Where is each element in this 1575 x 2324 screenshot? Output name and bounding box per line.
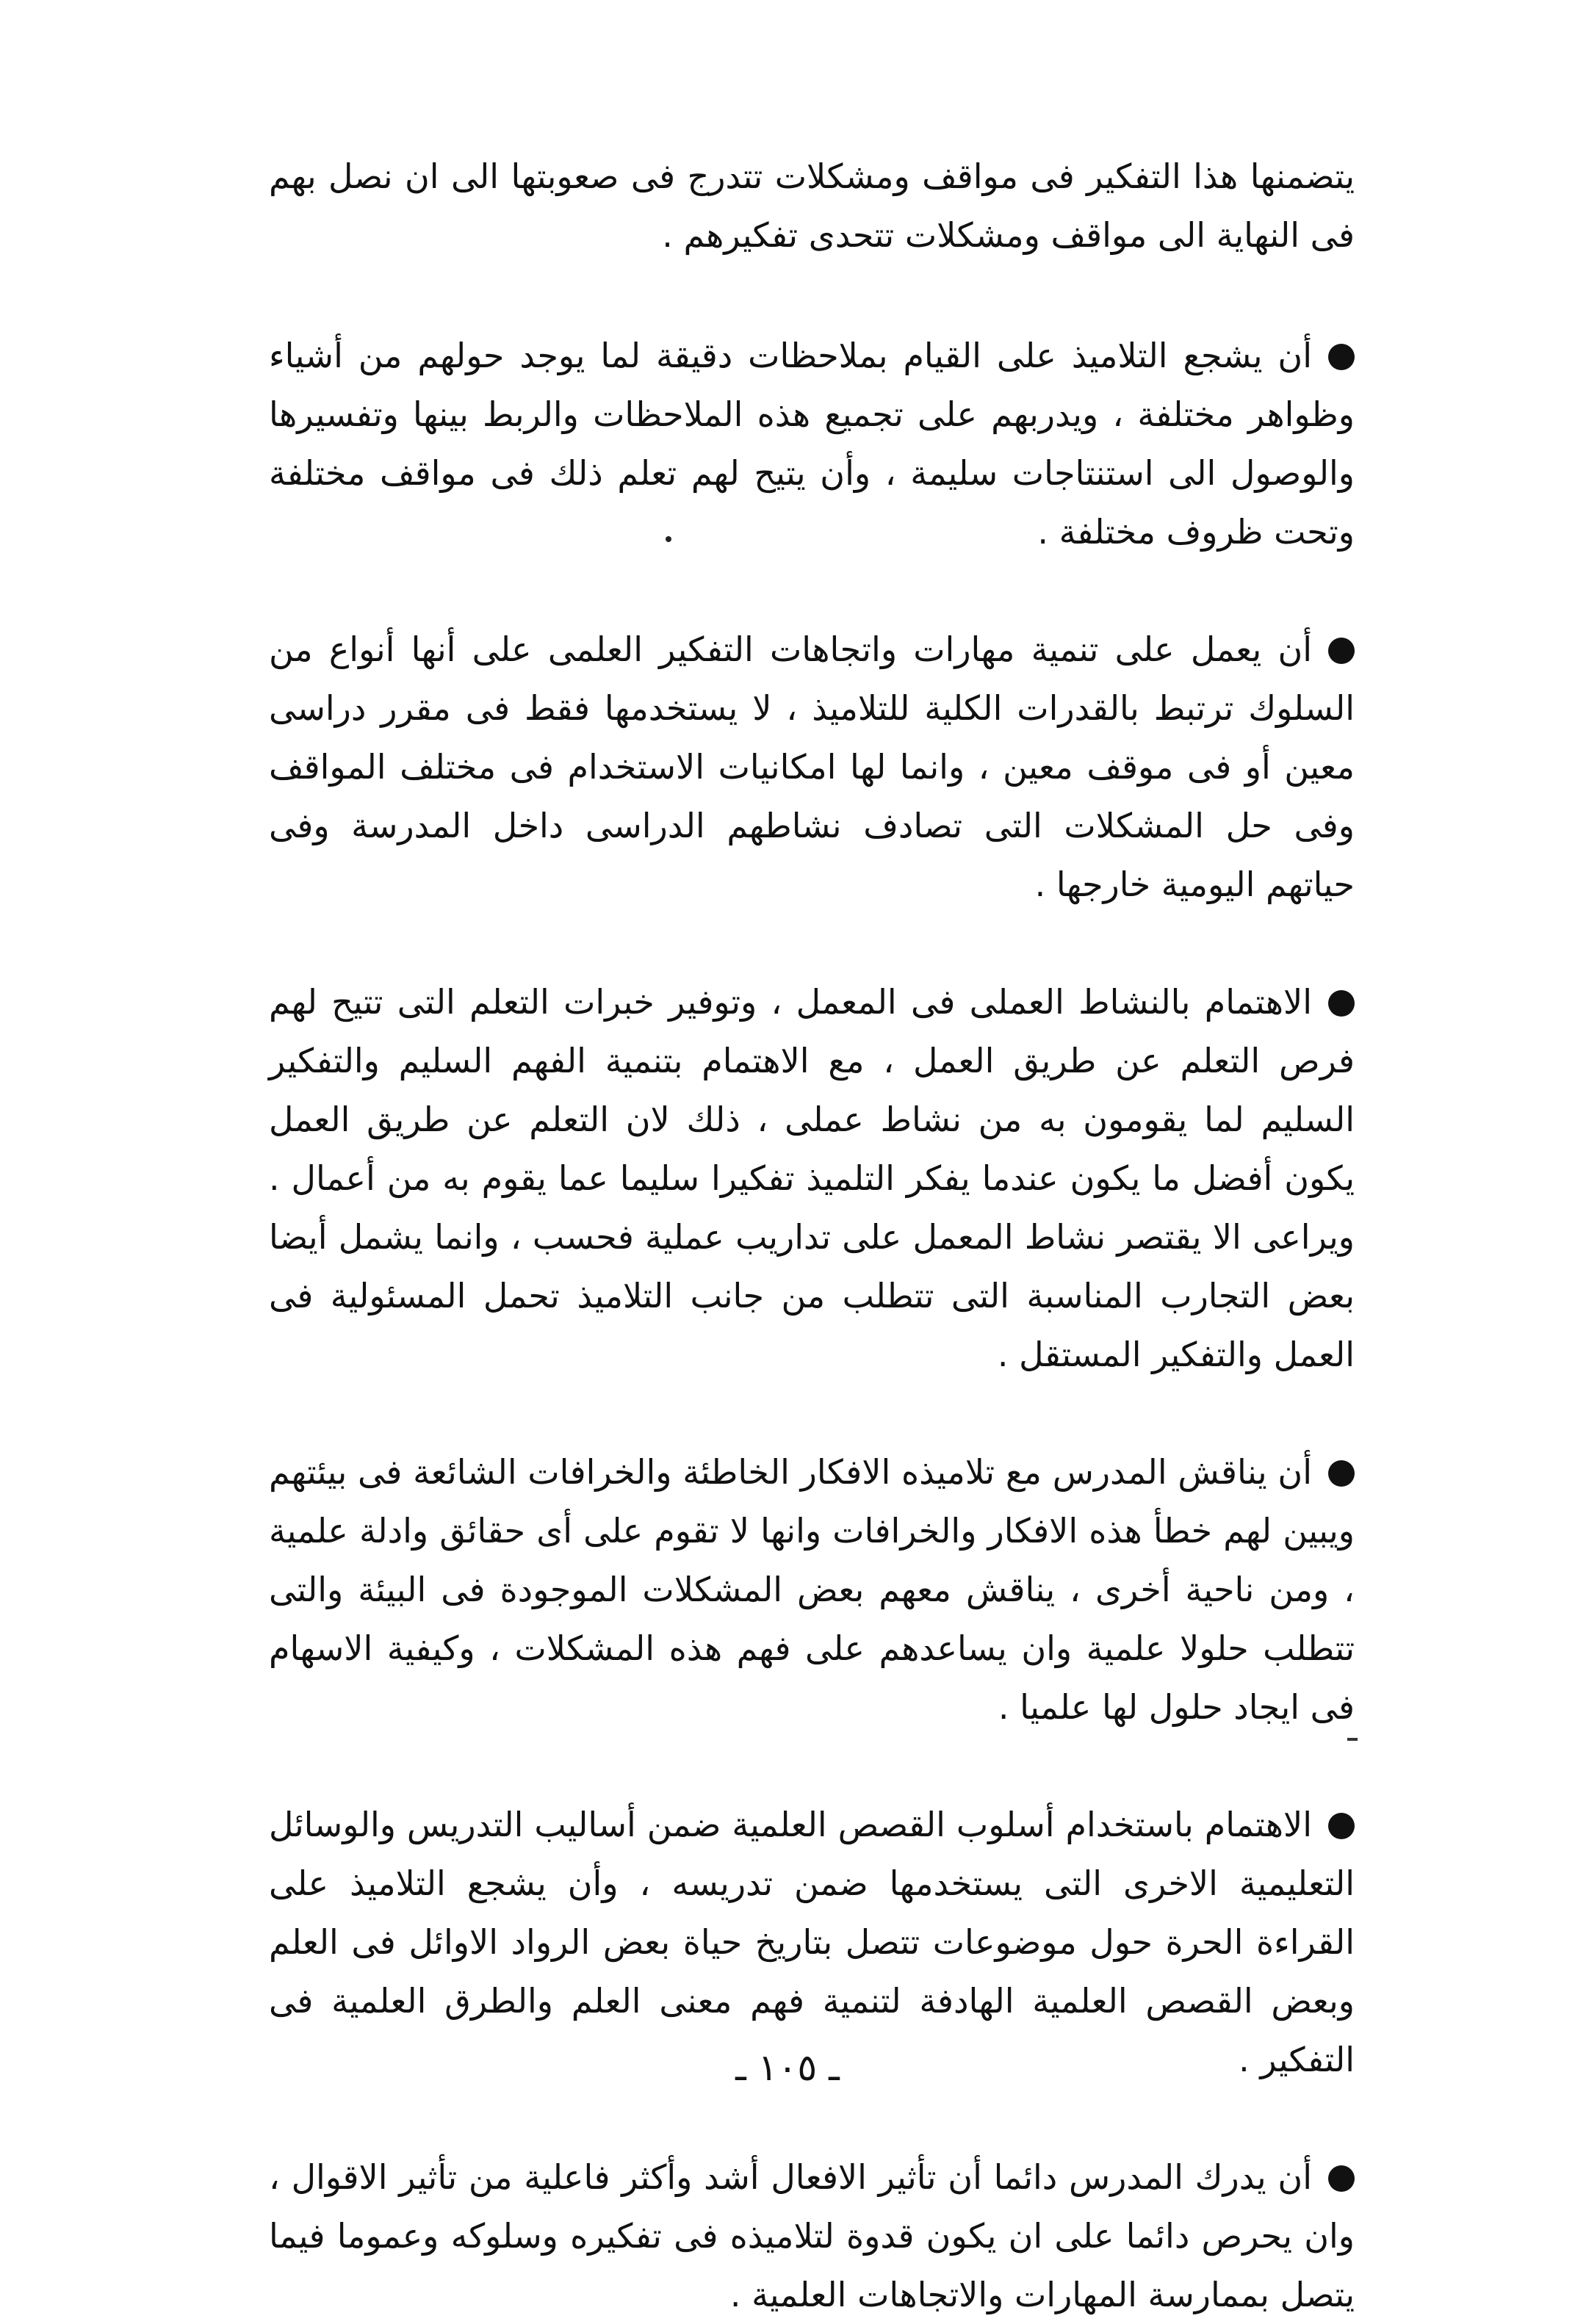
bullet-item-1: [269, 326, 1355, 561]
bullet-text: أن يدرك المدرس دائما أن تأثير الافعال أشد وأكثر فاعلية من تأثير الاقوال ، وان يحرص دائما على ان يكون قدوة لتلاميذه فى تفكيره وسلوكه وعموما فيما يتصل بممارسة المهارات والاتجاهات العلمية .: [269, 2157, 1355, 2314]
bullet-dot: [1328, 638, 1355, 664]
scan-speck: [666, 536, 671, 542]
bullet-text: الاهتمام بالنشاط العملى فى المعمل ، وتوفير خبرات التعلم التى تتيح لهم فرص التعلم عن طريق العمل ، مع الاهتمام بتنمية الفهم السليم والتفكير السليم لما يقومون به من نشاط عملى ، ذلك لان التعلم عن طريق العمل يكون أفضل ما يكون عندما يفكر التلميذ تفكيرا سليما عما يقوم به من أعمال . ويراعى الا يقتصر نشاط المعمل على تداريب عملية فحسب ، وانما يشمل أيضا بعض التجارب المناسبة التى تتطلب من جانب التلاميذ تحمل المسئولية فى العمل والتفكير المستقل .: [269, 982, 1355, 1374]
bullet-dot: [1328, 990, 1355, 1017]
bullet-dot: [1328, 1460, 1355, 1487]
bullet-item-3: [269, 972, 1355, 1384]
bullet-text: أن يناقش المدرس مع تلاميذه الافكار الخاطئة والخرافات الشائعة فى بيئتهم ويبين لهم خطأ هذه الافكار والخرافات وانها لا تقوم على أى حقائق وادلة علمية ، ومن ناحية أخرى ، يناقش معهم بعض المشكلات الموجودة فى البيئة والتى تتطلب حلولا علمية وان يساعدهم على فهم هذه المشكلات ، وكيفية الاسهام فى ايجاد حلول لها علميا .: [269, 1452, 1355, 1727]
bullet-item-4: [269, 1443, 1355, 1736]
bullet-dot: [1328, 2165, 1355, 2192]
intro-paragraph: يتضمنها هذا التفكير فى مواقف ومشكلات تتدرج فى صعوبتها الى ان نصل بهم فى النهاية الى مواقف ومشكلات تتحدى تفكيرهم .: [269, 156, 1355, 255]
bullet-dot: [1328, 1813, 1355, 1839]
bullet-dot: [1328, 344, 1355, 370]
bullet-text: الاهتمام باستخدام أسلوب القصص العلمية ضمن أساليب التدريس والوسائل التعليمية الاخرى التى يستخدمها ضمن تدريسه ، وأن يشجع التلاميذ على القراءة الحرة حول موضوعات تتصل بتاريخ حياة بعض الرواد الاوائل فى العلم وبعض القصص العلمية الهادفة لتنمية فهم معنى العلم والطرق العلمية فى التفكير .: [269, 1805, 1355, 2079]
scan-mark: [1347, 1738, 1358, 1741]
body-text: [269, 147, 1355, 2324]
page-number: ـ ١٠٥ ـ: [735, 2046, 840, 2089]
bullet-text: أن يعمل على تنمية مهارات واتجاهات التفكير العلمى على أنها أنواع من السلوك ترتبط بالقدرات الكلية للتلاميذ ، لا يستخدمها فقط فى مقرر دراسى معين أو فى موقف معين ، وانما لها امكانيات الاستخدام فى مختلف المواقف وفى حل المشكلات التى تصادف نشاطهم الدراسى داخل المدرسة وفى حياتهم اليومية خارجها .: [269, 629, 1355, 904]
bullet-text: أن يشجع التلاميذ على القيام بملاحظات دقيقة لما يوجد حولهم من أشياء وظواهر مختلفة ، ويدربهم على تجميع هذه الملاحظات والربط بينها وتفسيرها والوصول الى استنتاجات سليمة ، وأن يتيح لهم تعلم ذلك فى مواقف مختلفة وتحت ظروف مختلفة .: [269, 336, 1355, 552]
bullet-item-2: [269, 620, 1355, 914]
bullet-item-6: [269, 2148, 1355, 2324]
